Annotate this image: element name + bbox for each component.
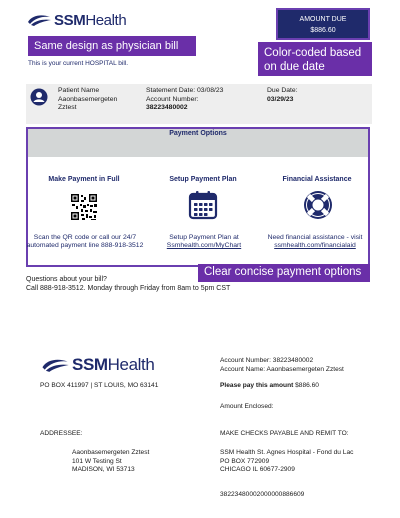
amount-due-box	[276, 8, 370, 40]
payable-line: SSM Health St. Agnes Hospital - Fond du Lac	[220, 449, 354, 456]
calendar-icon	[188, 190, 218, 225]
financial-assistance-text: Need financial assistance - visit	[267, 234, 363, 241]
ssm-health-logo	[26, 10, 136, 30]
addressee-block	[72, 449, 149, 475]
addressee-label: ADDRESSEE:	[40, 430, 83, 437]
scan-line-number: 38223480002000000886609	[220, 491, 305, 498]
amount-enclosed: Amount Enclosed:	[220, 403, 274, 410]
lifebuoy-icon	[302, 189, 334, 226]
payable-line: PO BOX 772909	[220, 457, 270, 465]
payment-plan-text: Setup Payment Plan at	[169, 234, 239, 241]
questions-line2: Call 888-918-3512. Monday through Friday from 8am to 5pm CST	[26, 285, 231, 292]
amount-due-value: $886.60	[310, 27, 336, 34]
payable-line: CHICAGO IL 60677-2909	[220, 466, 295, 473]
callout-payment-options: Clear concise payment options	[198, 264, 370, 282]
brand-name-light-bottom: Health	[107, 355, 155, 374]
account-number-value: 38223480002	[146, 104, 188, 111]
brand-name-bold: SSM	[54, 11, 86, 29]
ssm-swoosh-icon	[26, 13, 52, 27]
patient-name-line2: Zztest	[58, 104, 77, 111]
questions-line1: Questions about your bill?	[26, 276, 107, 283]
patient-name-label: Patient Name	[58, 87, 100, 94]
please-pay-line	[220, 382, 319, 391]
due-date-value: 03/29/23	[267, 95, 294, 103]
ssm-swoosh-icon-bottom	[40, 357, 70, 373]
ssm-health-logo-bottom	[40, 354, 160, 376]
financial-assistance-desc	[256, 234, 374, 250]
remit-account-block	[220, 357, 344, 374]
brand-name-light: Health	[85, 11, 127, 29]
remit-account-number: Account Number: 38223480002	[220, 357, 314, 364]
financial-aid-link[interactable]: ssmhealth.com/financialaid	[274, 242, 356, 249]
remit-account-name: Account Name: Aaonbasemergeten Zztest	[220, 365, 344, 373]
due-date-block	[267, 87, 298, 104]
qr-code-icon[interactable]	[70, 193, 98, 226]
callout-color-coded: Color-coded based on due date	[258, 42, 372, 76]
remit-po-box: PO BOX 411997 | ST LOUIS, MO 63141	[40, 382, 159, 389]
account-number-label: Account Number:	[146, 95, 199, 103]
statement-block	[146, 87, 223, 113]
due-date-label: Due Date:	[267, 87, 298, 94]
payment-plan-desc	[145, 234, 263, 250]
make-payment-title: Make Payment in Full	[48, 176, 120, 183]
callout-same-design: Same design as physician bill	[28, 36, 196, 56]
please-pay-prefix: Please pay this amount	[220, 382, 294, 389]
payment-plan-title: Setup Payment Plan	[169, 176, 237, 183]
patient-avatar-icon	[30, 88, 48, 106]
brand-name-bold-bottom: SSM	[72, 355, 108, 374]
addressee-line: 101 W Testing St	[72, 457, 122, 465]
hospital-bill-note: This is your current HOSPITAL bill.	[28, 60, 129, 67]
payable-block	[220, 449, 353, 475]
please-pay-amount: $886.60	[295, 382, 319, 389]
make-payment-desc: Scan the QR code or call our 24/7 automated payment line 888-918-3512	[26, 234, 144, 249]
patient-name-block	[58, 87, 117, 113]
financial-assistance-title: Financial Assistance	[282, 176, 352, 183]
addressee-line: Aaonbasemergeten Zztest	[72, 449, 150, 456]
payable-label: MAKE CHECKS PAYABLE AND REMIT TO:	[220, 430, 349, 437]
mychart-link[interactable]: Ssmhealth.com/MyChart	[166, 242, 242, 249]
patient-name-line1: Aaonbasemergeten	[58, 95, 118, 103]
addressee-line: MADISON, WI 53713	[72, 466, 135, 473]
payment-options-title: Payment Options	[169, 130, 227, 137]
amount-due-label: AMOUNT DUE	[299, 16, 347, 23]
questions-block	[26, 275, 230, 293]
statement-date: Statement Date: 03/08/23	[146, 87, 224, 94]
